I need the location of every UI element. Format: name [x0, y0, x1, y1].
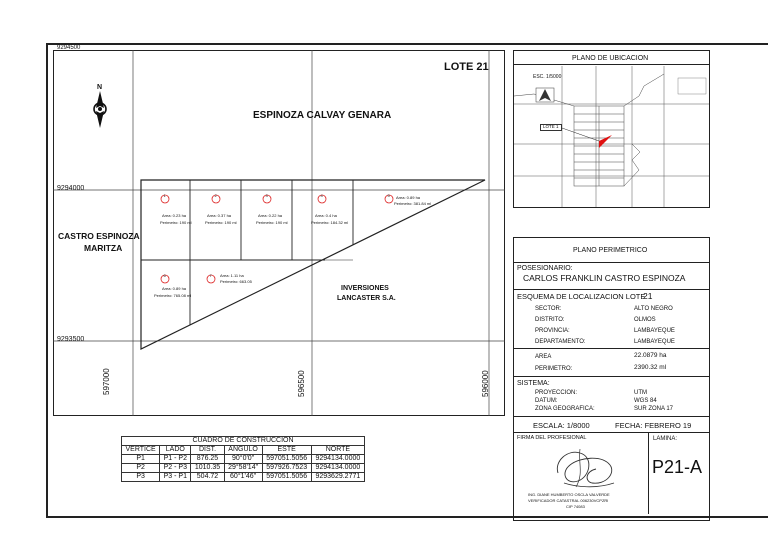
plot-5-area: Area: 0.89 ha: [396, 195, 421, 200]
plot-7: [206, 271, 252, 289]
escala-text: ESCALA: 1/8000: [533, 421, 590, 430]
plot-3-area: Area: 0.22 ha: [258, 213, 283, 218]
plot-1-perim: Perimetro: 190 ml: [160, 220, 192, 225]
coord-x-right: 596000: [481, 370, 490, 397]
cuadro-construccion-table: [121, 436, 365, 482]
plot-6: [154, 271, 192, 298]
area-label: AREA: [535, 354, 552, 360]
plot-5: [384, 191, 432, 209]
ubicacion-lote-tag: LOTE 1: [540, 124, 562, 131]
neighbor-north: ESPINOZA CALVAY GENARA: [253, 110, 392, 121]
cuadro-header: DIST.: [191, 446, 224, 455]
plot-3: [256, 191, 288, 225]
plot-4: [311, 191, 349, 225]
svg-text:N: N: [97, 84, 103, 91]
plot-7-id: 7: [209, 273, 212, 278]
cell: 60°1'46": [224, 473, 262, 482]
cell: 9293629.2771: [311, 473, 364, 482]
fecha-text: FECHA: FEBRERO 19: [615, 421, 692, 430]
posesionario-name: CARLOS FRANKLIN CASTRO ESPINOZA: [523, 273, 686, 283]
datum-value: WGS 84: [634, 398, 657, 404]
plot-3-perim: Perimetro: 190 ml: [256, 220, 288, 225]
plot-4-perim: Perimetro: 184.32 ml: [311, 220, 349, 225]
plot-5-perim: Perimetro: 381.84 ml: [394, 201, 432, 206]
neighbor-east-line2: LANCASTER S.A.: [337, 295, 396, 302]
cuadro-header: VERTICE: [122, 446, 160, 455]
cell: 597926.7523: [262, 464, 311, 473]
neighbor-west-line2: MARITZA: [84, 243, 123, 253]
ubicacion-title-divider: [513, 64, 710, 65]
cuadro-header: LADO: [160, 446, 191, 455]
sistema-label: SISTEMA:: [517, 380, 550, 387]
plot-1: [160, 191, 192, 225]
zona-key: ZONA GEOGRAFICA:: [535, 406, 595, 412]
zona-value: SUR ZONA 17: [634, 406, 674, 412]
plot-1-area: Area: 0.23 ha: [162, 213, 187, 218]
table-row: [122, 464, 365, 473]
coord-y-bottom: 9293500: [57, 336, 85, 343]
plot-6-perim: Perimetro: 765.08 ml: [154, 293, 192, 298]
north-arrow-icon: [88, 82, 112, 128]
lamina-code: P21-A: [652, 457, 703, 477]
plot-2: [205, 191, 237, 225]
cell: P3 - P1: [160, 473, 191, 482]
cell: 597051.5056: [262, 473, 311, 482]
sig-line3: CIP 74083: [566, 504, 585, 509]
cell: P1 - P2: [160, 455, 191, 464]
plot-2-perim: Perimetro: 190 ml: [205, 220, 237, 225]
coord-y-mid: 9294000: [57, 185, 85, 192]
posesionario-label: POSESIONARIO:: [517, 265, 573, 272]
firma-lamina-divider: [648, 432, 649, 514]
cell: 876.25: [191, 455, 224, 464]
cell: 504.72: [191, 473, 224, 482]
cell: P2 - P3: [160, 464, 191, 473]
datum-key: DATUM:: [535, 398, 558, 404]
plot-4-area: Area: 0.4 ha: [315, 213, 337, 218]
cuadro-header: ESTE: [262, 446, 311, 455]
divider: [513, 348, 710, 349]
cell: P2: [122, 464, 160, 473]
cell: 9294134.0000: [311, 464, 364, 473]
proyeccion-value: UTM: [634, 390, 647, 396]
cell: 29°58'14": [224, 464, 262, 473]
esquema-label: ESQUEMA DE LOCALIZACION LOTE: [517, 292, 646, 301]
firma-label: FIRMA DEL PROFESIONAL: [517, 435, 587, 441]
departamento-key: DEPARTAMENTO:: [535, 339, 586, 345]
frame-left: [46, 43, 48, 517]
esquema-lote-num: 21: [643, 291, 653, 301]
cuadro-header: NORTE: [311, 446, 364, 455]
divider: [513, 289, 710, 290]
plot-7-area: Area: 1.11 ha: [220, 273, 244, 278]
sector-key: SECTOR:: [535, 306, 562, 312]
divider: [513, 416, 710, 417]
departamento-value: LAMBAYEQUE: [634, 339, 675, 345]
sig-line2: VERIFICADOR CATASTRAL 006230VCPZRI: [528, 498, 609, 503]
cell: P1: [122, 455, 160, 464]
plot-2-area: Area: 0.37 ha: [207, 213, 232, 218]
frame-top: [46, 43, 768, 45]
plot-7-perim: Perimetro: 663.05: [220, 279, 252, 284]
cell: 597051.5056: [262, 455, 311, 464]
provincia-key: PROVINCIA:: [535, 328, 570, 334]
divider: [513, 432, 710, 433]
area-value: 22.0879 ha: [634, 352, 667, 359]
perim-label: PERIMETRO:: [535, 366, 573, 372]
plot-3-id: 3: [265, 193, 268, 198]
plot-6-id: 6: [163, 273, 166, 278]
cuadro-header: ANGULO: [224, 446, 262, 455]
ubicacion-title: PLANO DE UBICACION: [572, 55, 649, 62]
cell: 90°0'0": [224, 455, 262, 464]
plot-2-id: 2: [214, 193, 217, 198]
neighbor-east-line1: INVERSIONES: [341, 285, 389, 292]
lamina-label: LAMINA:: [653, 436, 678, 442]
table-row: [122, 473, 365, 482]
distrito-value: OLMOS: [634, 317, 656, 323]
plot-1-id: 1: [163, 193, 166, 198]
proyeccion-key: PROYECCION:: [535, 390, 578, 396]
sig-line1: ING. DIANE HUMBERTO OSCLA VALVERDE: [528, 492, 610, 497]
sector-value: ALTO NEGRO: [634, 306, 673, 312]
provincia-value: LAMBAYEQUE: [634, 328, 675, 334]
coord-y-top: 9294500: [57, 45, 81, 51]
cell: 1010.35: [191, 464, 224, 473]
divider: [513, 262, 710, 263]
cuadro-title: CUADRO DE CONSTRUCCION: [122, 437, 365, 446]
perimetrico-title: PLANO PERIMETRICO: [573, 247, 648, 254]
perim-value: 2390.32 ml: [634, 364, 667, 371]
neighbor-west-line1: CASTRO ESPINOZA: [58, 231, 140, 241]
cell: P3: [122, 473, 160, 482]
cell: 9294134.0000: [311, 455, 364, 464]
signature-image: [550, 443, 620, 491]
distrito-key: DISTRITO:: [535, 317, 565, 323]
divider: [513, 376, 710, 377]
coord-x-mid: 596500: [297, 370, 306, 397]
plot-6-area: Area: 0.89 ha: [162, 286, 187, 291]
ubicacion-map: [514, 66, 709, 207]
coord-x-left: 597000: [102, 368, 111, 395]
lote-title: LOTE 21: [444, 61, 489, 73]
plot-5-id: 5: [387, 193, 390, 198]
table-row: [122, 455, 365, 464]
ubicacion-esc: ESC. 1/5000: [533, 74, 562, 80]
plot-4-id: 4: [320, 193, 323, 198]
